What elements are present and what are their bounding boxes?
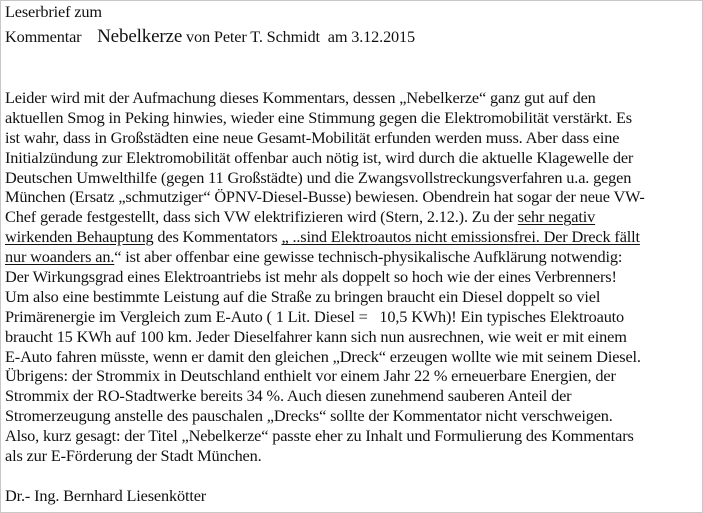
underlined-quote: wirkenden Behauptung bbox=[5, 227, 154, 247]
body-line: braucht 15 KWh auf 100 km. Jeder Dieselfahrer kann sich nun ausrechnen, wie weit er mit einem bbox=[5, 326, 627, 346]
letter-document bbox=[5, 0, 645, 506]
body-line: E-Auto fahren müsste, wenn er damit den gleichen „Dreck“ erzeugen wollte wie mit seinem Diesel. bbox=[5, 346, 641, 366]
body-line: als zur E-Förderung der Stadt München. bbox=[5, 446, 262, 466]
body-line: Übrigens: der Strommix in Deutschland enthielt vor einem Jahr 22 % erneuerbare Energien, der bbox=[5, 366, 616, 386]
body-line: aktuellen Smog in Peking hinwies, wieder eine Stimmung gegen die Elektromobilität verstärkt. Es bbox=[5, 107, 632, 127]
body-line bbox=[5, 207, 645, 227]
body-line: München (Ersatz „schmutziger“ ÖPNV-Diesel-Busse) bewiesen. Obendrein hat sogar der neue VW- bbox=[5, 187, 645, 207]
comment-label: Kommentar bbox=[5, 27, 82, 46]
letter-heading: Leserbrief zum bbox=[5, 2, 102, 21]
body-line: Deutschen Umwelthilfe (gegen 11 Großstädte) und die Zwangsvollstreckungsverfahren u.a. gegen bbox=[5, 167, 632, 187]
body-line: Der Wirkungsgrad eines Elektroantriebs ist mehr als doppelt so hoch wie der eines Verbrenners! bbox=[5, 267, 617, 287]
body-line: Also, kurz gesagt: der Titel „Nebelkerze“ passte eher zu Inhalt und Formulierung des Kommentars bbox=[5, 426, 634, 446]
body-line bbox=[5, 247, 645, 267]
comment-reference bbox=[5, 24, 645, 50]
signature: Dr.- Ing. Bernhard Liesenkötter bbox=[5, 485, 207, 505]
underlined-quote: nur woanders an. bbox=[5, 247, 115, 267]
underlined-quote: sehr negativ bbox=[517, 207, 596, 227]
body-line: Leider wird mit der Aufmachung dieses Kommentars, dessen „Nebelkerze“ ganz gut auf den bbox=[5, 88, 596, 107]
underlined-quote: „ ..sind Elektroautos nicht emissionsfrei. Der Dreck fällt bbox=[281, 227, 640, 247]
body-line bbox=[5, 227, 645, 247]
body-line: ist wahr, dass in Großstädten eine neue Gesamt-Mobilität erfunden werden muss. Aber dass eine bbox=[5, 127, 620, 147]
letter-body bbox=[5, 88, 645, 506]
comment-byline: von Peter T. Schmidt am 3.12.2015 bbox=[186, 27, 416, 46]
body-text: “ ist aber offenbar eine gewisse technisch-physikalische Aufklärung notwendig: bbox=[114, 247, 623, 267]
body-text: Chef gerade festgestellt, dass sich VW elektrifizieren wird (Stern, 2.12.). Zu der bbox=[5, 207, 518, 227]
body-line: Um also eine bestimmte Leistung auf die Straße zu bringen braucht ein Diesel doppelt so viel bbox=[5, 286, 601, 306]
body-line: Strommix der RO-Stadtwerke bereits 34 %. Auch diesen zunehmend sauberen Anteil der bbox=[5, 386, 572, 406]
body-line: Stromerzeugung anstelle des pauschalen „Drecks“ sollte der Kommentator nicht verschweigen. bbox=[5, 406, 613, 426]
body-line: Primärenergie im Vergleich zum E-Auto ( 1 Lit. Diesel = 10,5 KWh)! Ein typisches Elektroauto bbox=[5, 306, 625, 326]
body-line: Initialzündung zur Elektromobilität offenbar auch nötig ist, wird durch die aktuelle Klagewelle der bbox=[5, 147, 634, 167]
body-text: des Kommentators bbox=[153, 227, 282, 247]
comment-title: Nebelkerze bbox=[97, 26, 183, 47]
